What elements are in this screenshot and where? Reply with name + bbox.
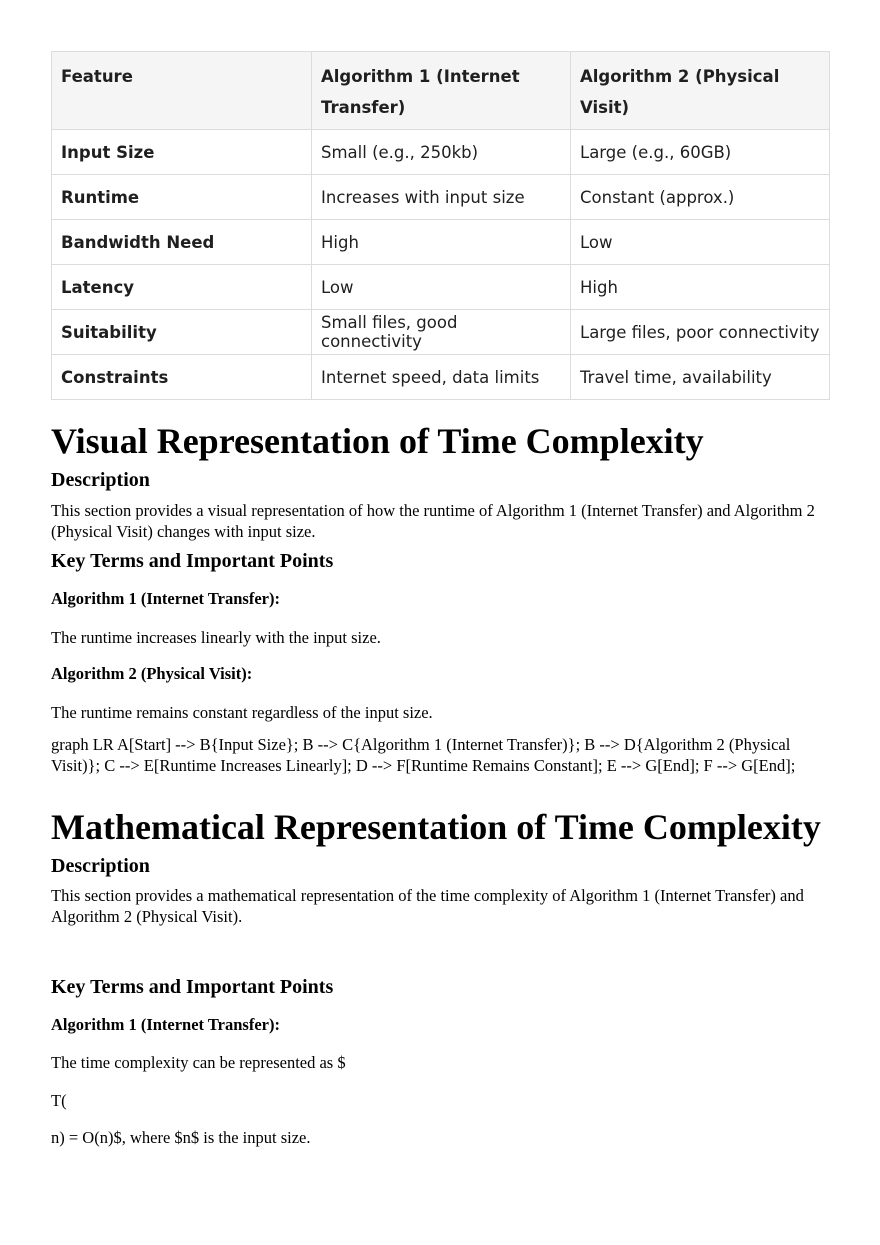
table-row [52,130,830,175]
table-header-row [52,52,830,130]
table-row [52,265,830,310]
visual-key-terms-heading: Key Terms and Important Points [51,550,334,572]
table-cell: Large (e.g., 60GB) [571,130,830,175]
math-description-text: This section provides a mathematical representation of the time complexity of Algorithm 1 (Internet Transfer) and Algorithm 2 (Physical Visit). [51,886,804,926]
math-description-heading: Description [51,855,150,877]
visual-alg1-heading: Algorithm 1 (Internet Transfer): [51,589,280,608]
table-cell: Low [571,220,830,265]
visual-section-title: Visual Representation of Time Complexity [51,421,704,461]
table-cell-feature: Latency [52,265,312,310]
table-cell: Constant (approx.) [571,175,830,220]
table-cell-feature: Input Size [52,130,312,175]
table-cell-feature: Bandwidth Need [52,220,312,265]
document-page [51,51,829,1147]
table-cell: Internet speed, data limits [312,355,571,400]
comparison-table [51,51,830,400]
table-header-cell: Feature [52,52,312,130]
table-cell: Small files, good connectivity [312,310,571,355]
table-row [52,175,830,220]
math-alg1-heading: Algorithm 1 (Internet Transfer): [51,1015,280,1034]
graph-definition-text: graph LR A[Start] --> B{Input Size}; B --> C{Algorithm 1 (Internet Transfer)}; B --> D{Algorithm 2 (Physical Visit)}; C --> E[Runtime Increases Linearly]; D --> F[Runtime Remains Constant]; E --> G[End]; F --> G[End]; [51,735,796,775]
table-cell-feature: Constraints [52,355,312,400]
visual-description-text: This section provides a visual representation of how the runtime of Algorithm 1 (Internet Transfer) and Algorithm 2 (Physical Visit) changes with input size. [51,501,815,541]
table-cell: High [571,265,830,310]
table-cell-feature: Runtime [52,175,312,220]
table-cell-feature: Suitability [52,310,312,355]
table-header-cell: Algorithm 1 (Internet Transfer) [312,52,571,130]
table-cell: Increases with input size [312,175,571,220]
table-row [52,220,830,265]
table-cell: Small (e.g., 250kb) [312,130,571,175]
visual-alg1-text: The runtime increases linearly with the input size. [51,628,381,647]
table-row [52,355,830,400]
math-formula-line-2: T( [51,1091,67,1110]
visual-alg2-text: The runtime remains constant regardless of the input size. [51,703,433,722]
math-section-title: Mathematical Representation of Time Complexity [51,807,821,847]
table-cell: Low [312,265,571,310]
table-cell: High [312,220,571,265]
math-key-terms-heading: Key Terms and Important Points [51,976,334,998]
visual-alg2-heading: Algorithm 2 (Physical Visit): [51,664,253,683]
table-cell: Travel time, availability [571,355,830,400]
table-header-cell: Algorithm 2 (Physical Visit) [571,52,830,130]
table-cell: Large files, poor connectivity [571,310,830,355]
table-row [52,310,830,355]
math-formula-line-3: n) = O(n)$, where $n$ is the input size. [51,1128,311,1147]
math-formula-line-1: The time complexity can be represented as $ [51,1053,346,1072]
visual-description-heading: Description [51,469,150,491]
